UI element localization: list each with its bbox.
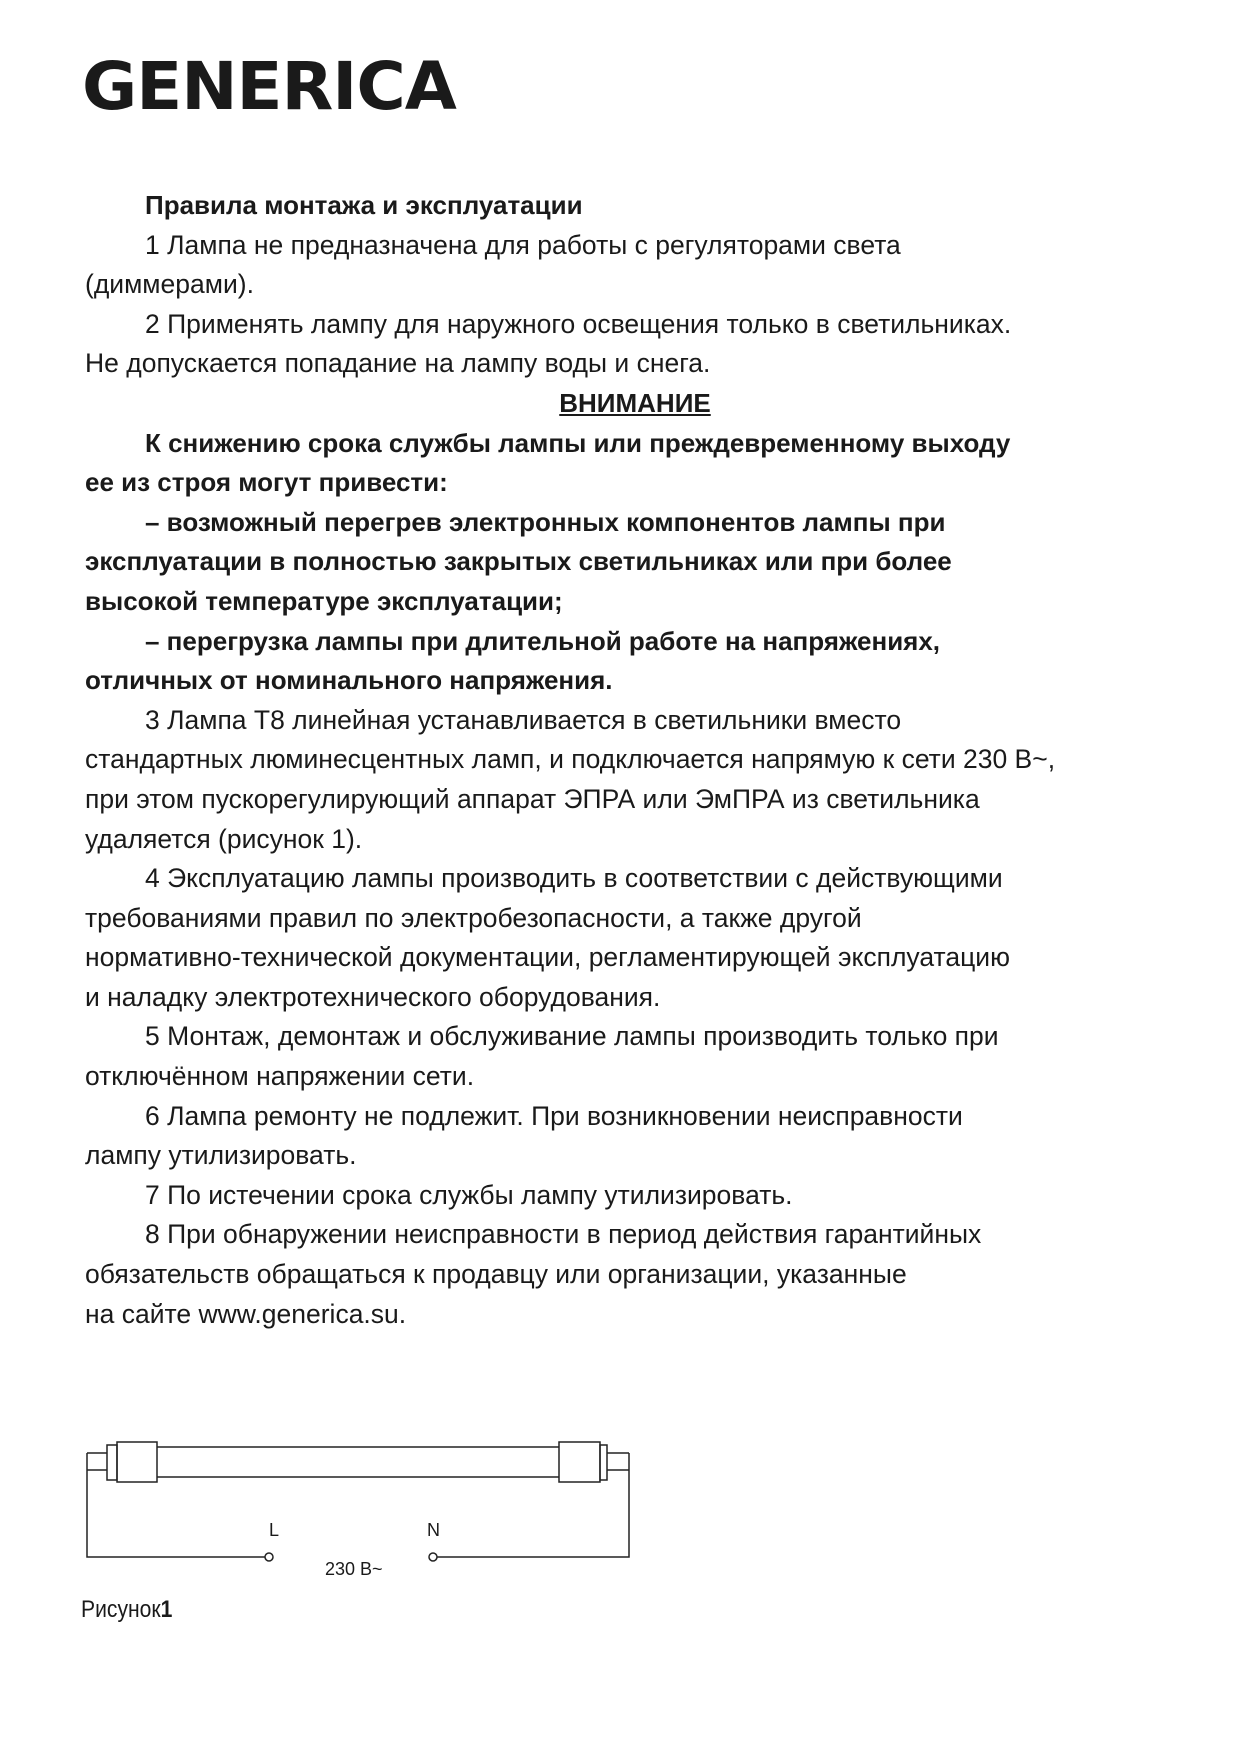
text-line: эксплуатации в полностью закрытых светильниках или при более — [85, 546, 952, 577]
text-line: при этом пускорегулирующий аппарат ЭПРА или ЭмПРА из светильника — [85, 783, 980, 814]
text-line: лампу утилизировать. — [85, 1140, 357, 1171]
text-line: Не допускается попадание на лампу воды и снега. — [85, 348, 711, 379]
text-line: высокой температуре эксплуатации; — [85, 585, 563, 616]
warning-heading: ВНИМАНИЕ — [559, 387, 711, 418]
text-line: 7 По истечении срока службы лампу утилизировать. — [145, 1179, 793, 1210]
text-line: 2 Применять лампу для наружного освещения только в светильниках. — [145, 308, 1012, 339]
text-line: отличных от номинального напряжения. — [85, 665, 613, 696]
live-terminal-label: L — [269, 1520, 280, 1540]
caption-number: 1 — [160, 1596, 173, 1623]
text-line: на сайте www.generica.su. — [85, 1298, 407, 1329]
text-line: 1 Лампа не предназначена для работы с регуляторами света — [145, 229, 901, 260]
text-line: отключённом напряжении сети. — [85, 1061, 475, 1092]
text-line: стандартных люминесцентных ламп, и подключается напрямую к сети 230 В~, — [85, 744, 1056, 775]
wires — [87, 1453, 629, 1561]
text-line: – возможный перегрев электронных компонентов лампы при — [145, 506, 946, 537]
text-line: 4 Эксплуатацию лампы производить в соответствии с действующими — [145, 863, 1003, 894]
section-heading: Правила монтажа и эксплуатации — [145, 190, 583, 220]
text-line: и наладку электротехнического оборудования. — [85, 981, 661, 1012]
text-line: обязательств обращаться к продавцу или организации, указанные — [85, 1259, 907, 1290]
brand-logo: GENERICA — [82, 48, 456, 125]
text-line: удаляется (рисунок 1). — [85, 823, 363, 854]
text-line: (диммерами). — [85, 269, 254, 300]
text-line: нормативно-технической документации, регламентирующей эксплуатацию — [85, 942, 1010, 973]
text-line: К снижению срока службы лампы или преждевременному выходу — [145, 427, 1011, 458]
figure-caption — [81, 1596, 172, 1624]
tube-lamp — [87, 1442, 629, 1482]
caption-text: Рисунок — [81, 1596, 161, 1623]
text-line: 3 Лампа Т8 линейная устанавливается в светильники вместо — [145, 704, 902, 735]
text-line: 6 Лампа ремонту не подлежит. При возникновении неисправности — [145, 1100, 963, 1131]
text-line: – перегрузка лампы при длительной работе на напряжениях, — [145, 625, 941, 656]
text-line: 8 При обнаружении неисправности в период действия гарантийных — [145, 1219, 982, 1250]
text-line: 5 Монтаж, демонтаж и обслуживание лампы производить только при — [145, 1021, 999, 1052]
text-line: ее из строя могут привести: — [85, 467, 448, 498]
neutral-terminal-label: N — [427, 1520, 440, 1540]
voltage-label: 230 В~ — [325, 1559, 383, 1579]
text-line: требованиями правил по электробезопасности, а также другой — [85, 902, 862, 933]
